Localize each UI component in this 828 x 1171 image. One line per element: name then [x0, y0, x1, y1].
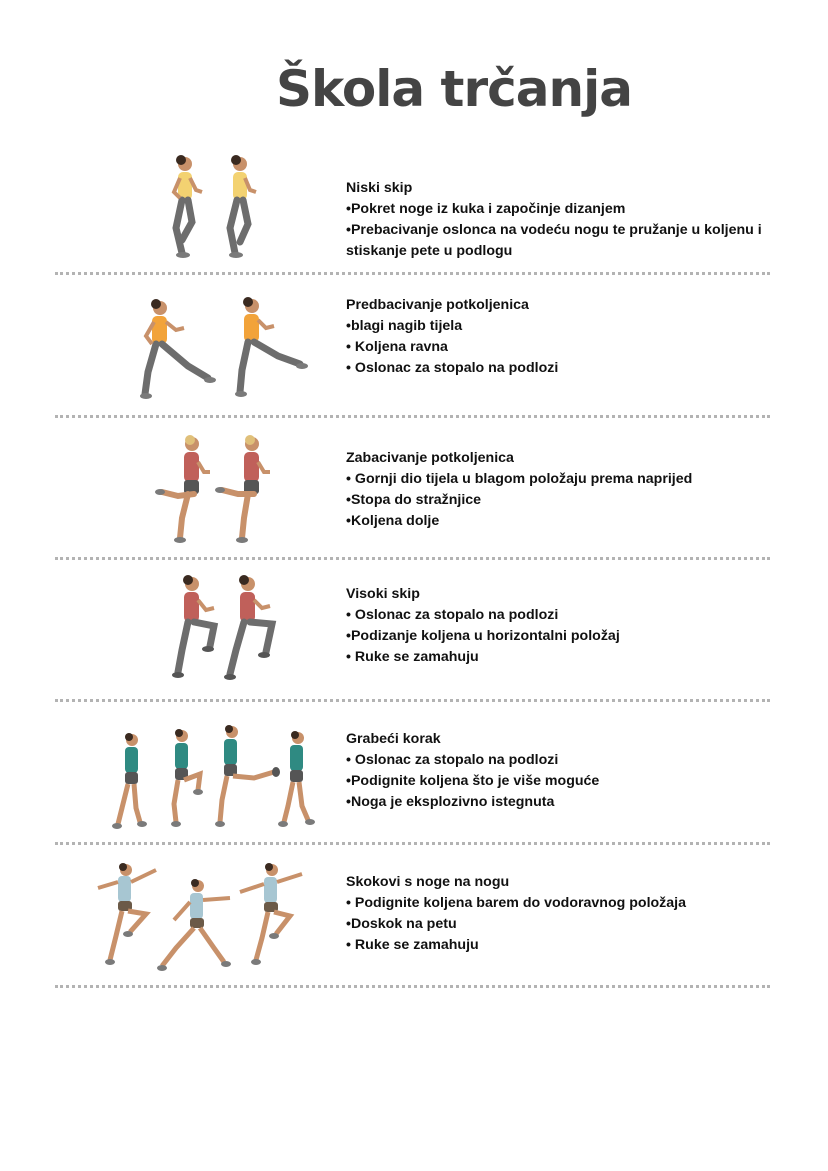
- dotted-divider: [55, 985, 770, 988]
- exercise-bullet: •Doskok na petu: [346, 916, 457, 932]
- runner-figure: [278, 731, 315, 827]
- runner-illustration-grabbing-step: [90, 724, 330, 854]
- exercise-bullet: • Koljena ravna: [346, 339, 448, 355]
- exercise-heading: Niski skip: [346, 180, 413, 196]
- exercise-heading: Skokovi s noge na nogu: [346, 874, 510, 890]
- exercise-bullet: • Oslonac za stopalo na podlozi: [346, 752, 559, 768]
- exercise-section-visoki-skip: [0, 572, 828, 714]
- exercise-heading: Visoki skip: [346, 586, 420, 602]
- exercise-bullet: •Pokret noge iz kuka i započinje dizanjem: [346, 201, 626, 217]
- exercise-bullet: • Oslonac za stopalo na podlozi: [346, 607, 559, 623]
- exercise-section-zabacivanje: [0, 434, 828, 576]
- runner-illustration-straight-leg: [90, 292, 330, 422]
- exercise-heading: Predbacivanje potkoljenica: [346, 297, 529, 313]
- exercise-bullet: •Prebacivanje oslonca na vodeću nogu te pružanje u koljenu i stiskanje pete u podlogu: [346, 222, 762, 259]
- runner-figure: [215, 435, 270, 543]
- exercise-bullet: • Gornji dio tijela u blagom položaju prema naprijed: [346, 471, 693, 487]
- dotted-divider: [55, 699, 770, 702]
- exercise-bullet: •Noga je eksplozivno istegnuta: [346, 794, 555, 810]
- runner-figure: [224, 575, 272, 680]
- exercise-bullet: •Koljena dolje: [346, 513, 440, 529]
- exercise-section-niski-skip: [0, 150, 828, 292]
- page-title: Škola trčanja: [276, 60, 632, 118]
- runner-figure: [174, 155, 202, 258]
- exercise-heading: Zabacivanje potkoljenica: [346, 450, 514, 466]
- exercise-section-skokovi: [0, 862, 828, 1004]
- runner-figure: [172, 575, 214, 678]
- runner-illustration-low-skip: [90, 150, 330, 280]
- dotted-divider: [55, 557, 770, 560]
- exercise-bullet: •blagi nagib tijela: [346, 318, 463, 334]
- runner-illustration-butt-kicks: [90, 434, 330, 564]
- exercise-bullet: •Podignite koljena što je više moguće: [346, 773, 600, 789]
- exercise-bullet: • Ruke se zamahuju: [346, 649, 479, 665]
- runner-figure: [155, 435, 210, 543]
- runner-figure: [112, 733, 147, 829]
- runner-figure: [240, 863, 302, 965]
- dotted-divider: [55, 842, 770, 845]
- exercise-bullet: • Oslonac za stopalo na podlozi: [346, 360, 559, 376]
- runner-figure: [215, 725, 280, 827]
- runner-figure: [235, 297, 308, 397]
- runner-figure: [140, 299, 216, 399]
- runner-figure: [98, 863, 156, 965]
- dotted-divider: [55, 415, 770, 418]
- exercise-bullet: •Stopa do stražnjice: [346, 492, 482, 508]
- runner-illustration-high-knees: [90, 572, 330, 702]
- runner-figure: [229, 155, 256, 258]
- dotted-divider: [55, 272, 770, 275]
- runner-illustration-bounding: [90, 862, 330, 992]
- runner-figure: [171, 729, 203, 827]
- exercise-bullet: • Ruke se zamahuju: [346, 937, 479, 953]
- runner-figure: [157, 879, 231, 971]
- exercise-heading: Grabeći korak: [346, 731, 441, 747]
- exercise-bullet: • Podignite koljena barem do vodoravnog položaja: [346, 895, 686, 911]
- exercise-bullet: •Podizanje koljena u horizontalni položaj: [346, 628, 620, 644]
- exercise-section-predbacivanje: [0, 292, 828, 434]
